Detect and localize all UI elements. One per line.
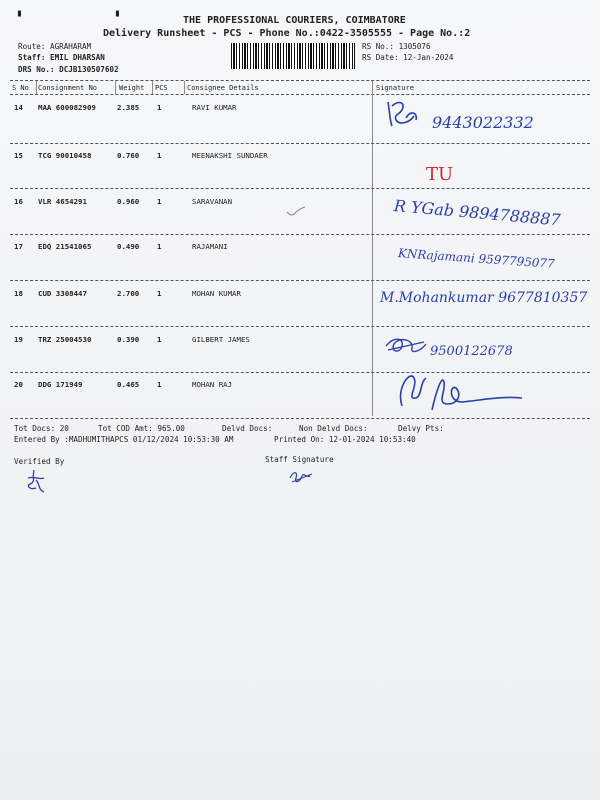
row-pcs: 1 xyxy=(157,103,162,112)
signature-phone: 9443022332 xyxy=(432,113,534,132)
runsheet-subtitle: Delivery Runsheet - PCS - Phone No.:0422-3505555 - Page No.:2 xyxy=(103,28,471,39)
col-signature: Signature xyxy=(376,84,414,92)
row-weight: 0.465 xyxy=(117,380,140,389)
row-rule xyxy=(10,418,590,419)
delivery-points: Delvy Pts: xyxy=(398,424,444,433)
verifier-signature xyxy=(24,468,48,494)
row-rule xyxy=(10,188,590,189)
total-docs: Tot Docs: 20 xyxy=(14,424,69,433)
col-sno: S No xyxy=(12,84,29,92)
rs-date-label: RS Date: 12-Jan-2024 xyxy=(362,53,454,62)
header-rule-bottom xyxy=(10,94,590,95)
drs-label: DRS No.: DCJB130507602 xyxy=(18,65,119,74)
delivered-docs: Delvd Docs: xyxy=(222,424,273,433)
signature-phone: R YGab 9894788887 xyxy=(393,196,562,230)
row-weight: 0.390 xyxy=(117,335,140,344)
row-consignee: MOHAN KUMAR xyxy=(192,289,241,298)
signature-scribble xyxy=(392,368,532,418)
entered-by: Entered By :MADHUMITHAPCS 01/12/2024 10:53:30 AM xyxy=(14,435,234,444)
row-consignment: MAA 600082909 xyxy=(38,103,96,112)
row-pcs: 1 xyxy=(157,197,162,206)
signature-phone: M.Mohankumar 9677810357 xyxy=(380,290,588,306)
row-weight: 0.490 xyxy=(117,242,140,251)
rs-no-label: RS No.: 1305076 xyxy=(362,42,431,51)
row-consignment: VLR 4654291 xyxy=(38,197,87,206)
row-consignment: CUD 3308447 xyxy=(38,289,87,298)
signature-column-divider xyxy=(372,81,373,416)
staff-signature xyxy=(288,466,314,486)
row-consignment: TRZ 25004530 xyxy=(38,335,92,344)
row-weight: 0.760 xyxy=(117,151,140,160)
printed-on: Printed On: 12-01-2024 10:53:40 xyxy=(274,435,416,444)
row-weight: 0.960 xyxy=(117,197,140,206)
header-rule-top xyxy=(10,80,590,81)
row-pcs: 1 xyxy=(157,335,162,344)
col-consignee: Consignee Details xyxy=(187,84,259,92)
verified-by-label: Verified By xyxy=(14,457,65,466)
row-sno: 17 xyxy=(14,242,23,251)
col-pcs: PCS xyxy=(155,84,168,92)
col-divider xyxy=(115,81,116,94)
row-pcs: 1 xyxy=(157,151,162,160)
row-consignee: SARAVANAN xyxy=(192,197,233,206)
corner-mark: ▘ xyxy=(18,12,25,23)
col-consignment: Consignment No xyxy=(38,84,98,92)
row-sno: 19 xyxy=(14,335,23,344)
total-cod: Tot COD Amt: 965.00 xyxy=(98,424,185,433)
row-pcs: 1 xyxy=(157,380,162,389)
route-label: Route: AGRAHARAM xyxy=(18,42,92,51)
row-sno: 16 xyxy=(14,197,23,206)
row-rule xyxy=(10,143,590,144)
signature-phone: KNRajamani 9597795077 xyxy=(397,246,556,271)
signature-phone: 9500122678 xyxy=(430,344,513,359)
row-pcs: 1 xyxy=(157,289,162,298)
signature-initials: TU xyxy=(426,164,454,185)
row-rule xyxy=(10,326,590,327)
row-consignee: RAVI KUMAR xyxy=(192,103,237,112)
row-sno: 18 xyxy=(14,289,23,298)
row-weight: 2.700 xyxy=(117,289,140,298)
corner-mark: ▘ xyxy=(116,12,123,23)
col-divider xyxy=(184,81,185,94)
row-consignee: MOHAN RAJ xyxy=(192,380,233,389)
row-consignee: RAJAMANI xyxy=(192,242,228,251)
row-consignment: DDG 171949 xyxy=(38,380,83,389)
company-title: THE PROFESSIONAL COURIERS, COIMBATORE xyxy=(183,15,406,26)
tick-mark xyxy=(286,206,306,216)
non-delivered-docs: Non Delvd Docs: xyxy=(299,424,368,433)
col-weight: Weight xyxy=(119,84,145,92)
row-consignment: TCG 90010458 xyxy=(38,151,92,160)
row-rule xyxy=(10,280,590,281)
row-consignee: MEENAKSHI SUNDAER xyxy=(192,151,268,160)
row-sno: 20 xyxy=(14,380,23,389)
row-consignment: EDQ 21541065 xyxy=(38,242,92,251)
row-rule xyxy=(10,234,590,235)
signature-scribble xyxy=(384,96,424,130)
row-weight: 2.385 xyxy=(117,103,140,112)
row-pcs: 1 xyxy=(157,242,162,251)
row-sno: 15 xyxy=(14,151,23,160)
staff-signature-label: Staff Signature xyxy=(265,455,334,464)
col-divider xyxy=(152,81,153,94)
col-divider xyxy=(36,81,37,94)
staff-label: Staff: EMIL DHARSAN xyxy=(18,53,105,62)
row-sno: 14 xyxy=(14,103,23,112)
barcode xyxy=(231,43,355,69)
signature-scribble xyxy=(384,336,428,356)
row-consignee: GILBERT JAMES xyxy=(192,335,250,344)
